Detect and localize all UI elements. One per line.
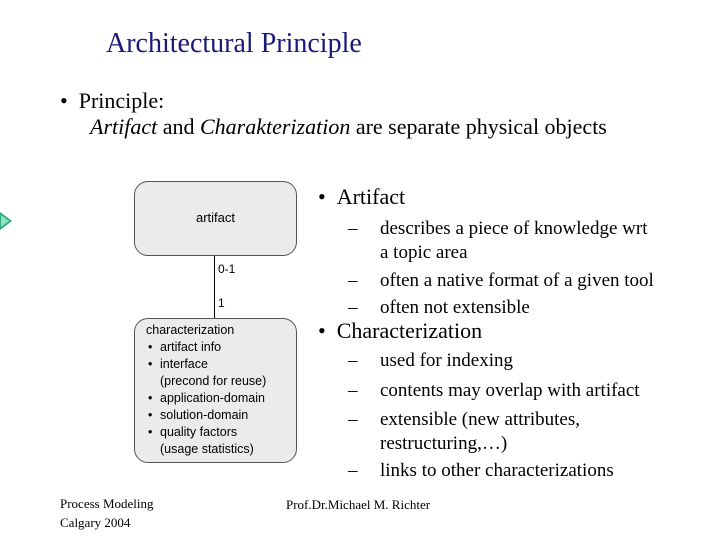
char-point: – extensible (new attributes, xyxy=(348,409,580,430)
char-item-detail: (precond for reuse) xyxy=(160,374,267,388)
principle-label: Principle: xyxy=(78,88,165,113)
artifact-point: – often not extensible xyxy=(348,297,530,318)
char-item: • interface xyxy=(148,357,208,371)
principle-and: and xyxy=(157,114,200,139)
characterization-box-text xyxy=(146,322,266,458)
multiplicity-top: 0-1 xyxy=(218,262,236,276)
principle-term-charakterization: Charakterization xyxy=(199,114,351,139)
association-line xyxy=(214,256,215,318)
principle-term-artifact: Artifact xyxy=(90,114,158,139)
char-point: – links to other characterizations xyxy=(348,460,614,481)
characterization-heading: • Characterization xyxy=(318,318,483,343)
char-item-detail: (usage statistics) xyxy=(160,442,254,456)
principle-statement xyxy=(90,114,607,140)
artifact-point: – describes a piece of knowledge wrt xyxy=(348,218,648,239)
artifact-point-cont: a topic area xyxy=(380,242,468,263)
artifact-box-label: artifact xyxy=(195,210,235,225)
char-item: • application-domain xyxy=(148,391,265,405)
char-item: • quality factors xyxy=(148,425,238,439)
principle-rest: are separate physical objects xyxy=(350,114,607,139)
char-point: – used for indexing xyxy=(348,350,513,371)
char-point: – contents may overlap with artifact xyxy=(348,380,640,401)
bullet-glyph: • xyxy=(60,88,68,113)
artifact-heading: • Artifact xyxy=(318,184,406,209)
slide-title: Architectural Principle xyxy=(106,28,362,59)
char-box-title: characterization xyxy=(146,323,235,337)
char-item: • solution-domain xyxy=(148,408,249,422)
artifact-point: – often a native format of a given tool xyxy=(348,270,654,291)
play-arrow-icon-highlight xyxy=(1,215,9,227)
char-item: • artifact info xyxy=(148,340,222,354)
multiplicity-bottom: 1 xyxy=(218,296,225,310)
char-point-cont: restructuring,…) xyxy=(380,433,508,454)
principle-bullet xyxy=(60,88,164,114)
footer-author: Prof.Dr.Michael M. Richter xyxy=(286,497,431,512)
footer-left: Process Modeling Calgary 2004 xyxy=(60,496,154,530)
